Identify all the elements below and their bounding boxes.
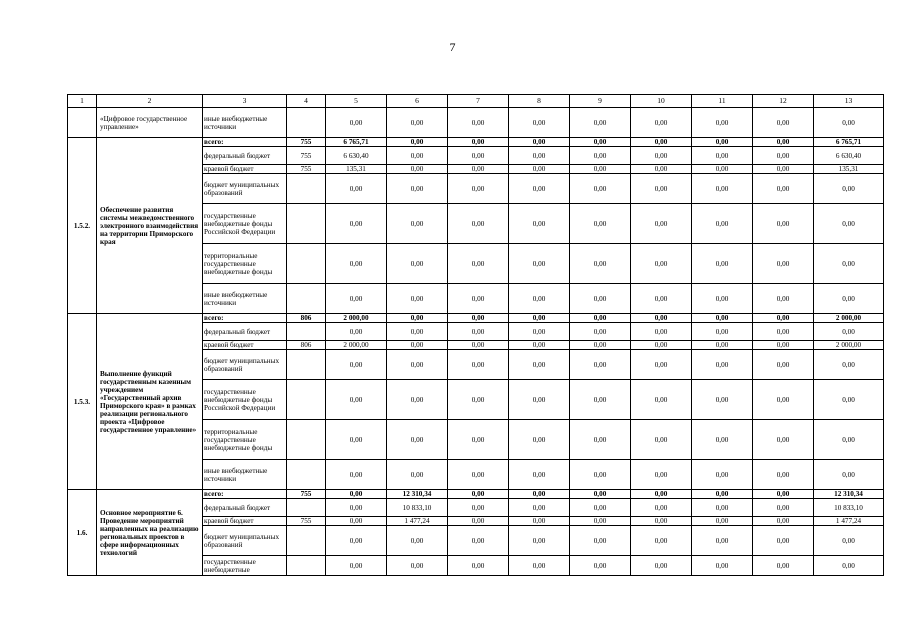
amount-cell: 0,00: [509, 284, 570, 314]
amount-cell: 0,00: [692, 341, 753, 350]
amount-cell: 0,00: [387, 420, 448, 460]
funding-source: краевой бюджет: [203, 341, 287, 350]
grbs-code: 755: [287, 138, 326, 147]
amount-cell: 0,00: [814, 204, 884, 244]
budget-table: [67, 94, 884, 576]
funding-source: краевой бюджет: [203, 517, 287, 526]
amount-cell: 0,00: [509, 108, 570, 138]
amount-cell: 0,00: [631, 420, 692, 460]
amount-cell: 12 310,34: [387, 490, 448, 499]
amount-cell: 0,00: [631, 323, 692, 341]
column-number: 1: [68, 95, 97, 108]
amount-cell: 0,00: [631, 341, 692, 350]
amount-cell: 0,00: [448, 556, 509, 576]
amount-cell: 0,00: [326, 380, 387, 420]
table-row: [68, 108, 884, 138]
amount-cell: 0,00: [448, 380, 509, 420]
amount-cell: 0,00: [448, 138, 509, 147]
grbs-code: 755: [287, 517, 326, 526]
amount-cell: 10 833,10: [814, 499, 884, 517]
funding-source: краевой бюджет: [203, 165, 287, 174]
amount-cell: 0,00: [509, 204, 570, 244]
amount-cell: 0,00: [570, 380, 631, 420]
activity-title: Выполнение функций государственным казенным учреждением «Государственный архив Приморского края» в рамках реализации регионального проекта «Цифровое государственное управление»: [97, 314, 203, 490]
amount-cell: 0,00: [326, 204, 387, 244]
amount-cell: 0,00: [448, 460, 509, 490]
funding-source: федеральный бюджет: [203, 499, 287, 517]
amount-cell: 0,00: [814, 284, 884, 314]
column-number: 10: [631, 95, 692, 108]
amount-cell: 0,00: [448, 490, 509, 499]
amount-cell: 0,00: [570, 174, 631, 204]
amount-cell: 0,00: [387, 460, 448, 490]
column-number: 3: [203, 95, 287, 108]
amount-cell: 0,00: [570, 517, 631, 526]
grbs-code: 806: [287, 314, 326, 323]
amount-cell: 0,00: [631, 517, 692, 526]
column-number: 7: [448, 95, 509, 108]
amount-cell: 0,00: [448, 174, 509, 204]
amount-cell: 0,00: [692, 380, 753, 420]
amount-cell: 0,00: [326, 174, 387, 204]
amount-cell: 0,00: [753, 138, 814, 147]
amount-cell: 0,00: [448, 350, 509, 380]
amount-cell: 0,00: [753, 165, 814, 174]
amount-cell: 135,31: [814, 165, 884, 174]
amount-cell: 0,00: [753, 147, 814, 165]
amount-cell: 0,00: [692, 244, 753, 284]
amount-cell: 0,00: [509, 490, 570, 499]
funding-source: федеральный бюджет: [203, 323, 287, 341]
column-number: 13: [814, 95, 884, 108]
amount-cell: 0,00: [387, 108, 448, 138]
amount-cell: 0,00: [448, 204, 509, 244]
amount-cell: 0,00: [631, 556, 692, 576]
amount-cell: 0,00: [692, 147, 753, 165]
amount-cell: 0,00: [570, 165, 631, 174]
amount-cell: 0,00: [692, 108, 753, 138]
amount-cell: 0,00: [509, 460, 570, 490]
amount-cell: 6 630,40: [326, 147, 387, 165]
amount-cell: 0,00: [570, 138, 631, 147]
grbs-code: [287, 380, 326, 420]
funding-source: федеральный бюджет: [203, 147, 287, 165]
column-number: 11: [692, 95, 753, 108]
amount-cell: 0,00: [753, 314, 814, 323]
amount-cell: 0,00: [326, 350, 387, 380]
amount-cell: 0,00: [570, 108, 631, 138]
amount-cell: 0,00: [753, 350, 814, 380]
amount-cell: 0,00: [753, 460, 814, 490]
amount-cell: 0,00: [570, 244, 631, 284]
amount-cell: 0,00: [326, 526, 387, 556]
amount-cell: 0,00: [692, 350, 753, 380]
amount-cell: 0,00: [631, 499, 692, 517]
amount-cell: 0,00: [692, 314, 753, 323]
amount-cell: 0,00: [387, 350, 448, 380]
amount-cell: 0,00: [448, 244, 509, 284]
amount-cell: 0,00: [570, 341, 631, 350]
amount-cell: 2 000,00: [326, 341, 387, 350]
activity-code: 1.6.: [68, 490, 97, 576]
column-number: 5: [326, 95, 387, 108]
amount-cell: 0,00: [448, 323, 509, 341]
funding-source: бюджет муниципальных образований: [203, 174, 287, 204]
amount-cell: 0,00: [692, 556, 753, 576]
amount-cell: 0,00: [631, 490, 692, 499]
activity-title: Основное мероприятие 6. Проведение мероприятий направленных на реализацию региональных проектов в сфере информационных технологий: [97, 490, 203, 576]
funding-source: государственные внебюджетные фонды Российской Федерации: [203, 204, 287, 244]
funding-source: всего:: [203, 490, 287, 499]
grbs-code: 755: [287, 490, 326, 499]
amount-cell: 0,00: [509, 314, 570, 323]
amount-cell: 0,00: [570, 350, 631, 380]
amount-cell: 0,00: [570, 204, 631, 244]
column-number: 2: [97, 95, 203, 108]
amount-cell: 0,00: [692, 138, 753, 147]
grbs-code: [287, 108, 326, 138]
amount-cell: 0,00: [387, 380, 448, 420]
amount-cell: 0,00: [692, 420, 753, 460]
funding-source: иные внебюджетные источники: [203, 284, 287, 314]
amount-cell: 0,00: [509, 323, 570, 341]
amount-cell: 0,00: [509, 556, 570, 576]
funding-source: всего:: [203, 314, 287, 323]
amount-cell: 0,00: [448, 108, 509, 138]
amount-cell: 0,00: [387, 147, 448, 165]
amount-cell: 12 310,34: [814, 490, 884, 499]
amount-cell: 0,00: [387, 556, 448, 576]
grbs-code: [287, 460, 326, 490]
amount-cell: 0,00: [631, 204, 692, 244]
amount-cell: 6 630,40: [814, 147, 884, 165]
column-number: 8: [509, 95, 570, 108]
amount-cell: 0,00: [326, 460, 387, 490]
amount-cell: 0,00: [448, 517, 509, 526]
amount-cell: 0,00: [509, 499, 570, 517]
activity-code: 1.5.3.: [68, 314, 97, 490]
amount-cell: 0,00: [570, 460, 631, 490]
amount-cell: 0,00: [387, 204, 448, 244]
amount-cell: 0,00: [387, 165, 448, 174]
grbs-code: [287, 284, 326, 314]
amount-cell: 0,00: [387, 138, 448, 147]
amount-cell: 0,00: [448, 341, 509, 350]
amount-cell: 0,00: [570, 420, 631, 460]
amount-cell: 0,00: [753, 526, 814, 556]
funding-source: иные внебюджетные источники: [203, 460, 287, 490]
amount-cell: 0,00: [814, 380, 884, 420]
amount-cell: 0,00: [692, 284, 753, 314]
amount-cell: 0,00: [753, 204, 814, 244]
amount-cell: 0,00: [753, 556, 814, 576]
amount-cell: 0,00: [448, 314, 509, 323]
table-row: [68, 314, 884, 323]
amount-cell: 0,00: [753, 323, 814, 341]
amount-cell: 0,00: [326, 108, 387, 138]
amount-cell: 0,00: [448, 420, 509, 460]
amount-cell: 0,00: [631, 165, 692, 174]
grbs-code: [287, 244, 326, 284]
grbs-code: 755: [287, 165, 326, 174]
amount-cell: 0,00: [509, 165, 570, 174]
table-row: [68, 138, 884, 147]
amount-cell: 0,00: [692, 460, 753, 490]
activity-title: «Цифровое государственное управление»: [97, 108, 203, 138]
column-number: 4: [287, 95, 326, 108]
amount-cell: 1 477,24: [387, 517, 448, 526]
amount-cell: 0,00: [570, 284, 631, 314]
amount-cell: 0,00: [753, 490, 814, 499]
amount-cell: 0,00: [753, 108, 814, 138]
funding-source: всего:: [203, 138, 287, 147]
amount-cell: 0,00: [509, 174, 570, 204]
amount-cell: 0,00: [448, 284, 509, 314]
amount-cell: 0,00: [814, 526, 884, 556]
amount-cell: 0,00: [692, 323, 753, 341]
funding-source: государственные внебюджетные: [203, 556, 287, 576]
amount-cell: 0,00: [570, 314, 631, 323]
amount-cell: 10 833,10: [387, 499, 448, 517]
amount-cell: 0,00: [814, 350, 884, 380]
amount-cell: 0,00: [387, 244, 448, 284]
grbs-code: [287, 526, 326, 556]
amount-cell: 0,00: [326, 556, 387, 576]
amount-cell: 0,00: [509, 350, 570, 380]
funding-source: государственные внебюджетные фонды Российской Федерации: [203, 380, 287, 420]
amount-cell: 0,00: [326, 499, 387, 517]
grbs-code: [287, 420, 326, 460]
grbs-code: [287, 174, 326, 204]
amount-cell: 0,00: [326, 517, 387, 526]
amount-cell: 0,00: [448, 499, 509, 517]
amount-cell: 0,00: [509, 244, 570, 284]
amount-cell: 0,00: [326, 420, 387, 460]
amount-cell: 0,00: [692, 165, 753, 174]
column-number-row: [68, 95, 884, 108]
grbs-code: [287, 556, 326, 576]
amount-cell: 0,00: [814, 420, 884, 460]
funding-source: территориальные государственные внебюджетные фонды: [203, 420, 287, 460]
amount-cell: 0,00: [509, 420, 570, 460]
grbs-code: 806: [287, 341, 326, 350]
amount-cell: 0,00: [692, 517, 753, 526]
amount-cell: 0,00: [753, 341, 814, 350]
amount-cell: 6 765,71: [326, 138, 387, 147]
amount-cell: 2 000,00: [326, 314, 387, 323]
amount-cell: 0,00: [387, 526, 448, 556]
amount-cell: 0,00: [387, 341, 448, 350]
amount-cell: 0,00: [509, 380, 570, 420]
amount-cell: 0,00: [753, 174, 814, 204]
amount-cell: 0,00: [814, 244, 884, 284]
activity-code: 1.5.2.: [68, 138, 97, 314]
amount-cell: 0,00: [753, 380, 814, 420]
amount-cell: 0,00: [631, 138, 692, 147]
amount-cell: 0,00: [631, 460, 692, 490]
amount-cell: 0,00: [631, 147, 692, 165]
grbs-code: 755: [287, 147, 326, 165]
amount-cell: 0,00: [509, 147, 570, 165]
column-number: 12: [753, 95, 814, 108]
amount-cell: 0,00: [448, 165, 509, 174]
amount-cell: 135,31: [326, 165, 387, 174]
amount-cell: 0,00: [509, 341, 570, 350]
amount-cell: 0,00: [387, 323, 448, 341]
activity-code: [68, 108, 97, 138]
amount-cell: 0,00: [570, 499, 631, 517]
amount-cell: 0,00: [387, 174, 448, 204]
grbs-code: [287, 499, 326, 517]
amount-cell: 0,00: [814, 460, 884, 490]
amount-cell: 1 477,24: [814, 517, 884, 526]
amount-cell: 2 000,00: [814, 314, 884, 323]
amount-cell: 0,00: [753, 284, 814, 314]
amount-cell: 0,00: [631, 244, 692, 284]
grbs-code: [287, 323, 326, 341]
grbs-code: [287, 350, 326, 380]
amount-cell: 0,00: [509, 517, 570, 526]
funding-source: иные внебюджетные источники: [203, 108, 287, 138]
amount-cell: 0,00: [570, 556, 631, 576]
amount-cell: 0,00: [448, 526, 509, 556]
activity-title: Обеспечение развития системы межведомственного электронного взаимодействия на территории Приморского края: [97, 138, 203, 314]
amount-cell: 0,00: [387, 284, 448, 314]
grbs-code: [287, 204, 326, 244]
amount-cell: 0,00: [814, 556, 884, 576]
amount-cell: 0,00: [631, 284, 692, 314]
table-body: [68, 95, 884, 576]
amount-cell: 0,00: [631, 108, 692, 138]
amount-cell: 0,00: [509, 138, 570, 147]
amount-cell: 0,00: [814, 174, 884, 204]
amount-cell: 0,00: [814, 323, 884, 341]
amount-cell: 0,00: [570, 147, 631, 165]
amount-cell: 0,00: [326, 323, 387, 341]
amount-cell: 0,00: [326, 284, 387, 314]
column-number: 6: [387, 95, 448, 108]
amount-cell: 0,00: [326, 490, 387, 499]
amount-cell: 0,00: [814, 108, 884, 138]
amount-cell: 0,00: [692, 499, 753, 517]
amount-cell: 0,00: [326, 244, 387, 284]
funding-source: бюджет муниципальных образований: [203, 526, 287, 556]
funding-source: территориальные государственные внебюджетные фонды: [203, 244, 287, 284]
column-number: 9: [570, 95, 631, 108]
amount-cell: 0,00: [631, 314, 692, 323]
amount-cell: 0,00: [631, 174, 692, 204]
amount-cell: 0,00: [570, 490, 631, 499]
amount-cell: 0,00: [631, 526, 692, 556]
amount-cell: 0,00: [692, 204, 753, 244]
table-row: [68, 490, 884, 499]
amount-cell: 6 765,71: [814, 138, 884, 147]
amount-cell: 0,00: [570, 323, 631, 341]
amount-cell: 0,00: [387, 314, 448, 323]
amount-cell: 0,00: [692, 526, 753, 556]
amount-cell: 0,00: [753, 244, 814, 284]
amount-cell: 0,00: [753, 420, 814, 460]
amount-cell: 0,00: [509, 526, 570, 556]
amount-cell: 0,00: [448, 147, 509, 165]
page-number: 7: [449, 40, 456, 54]
amount-cell: 0,00: [753, 499, 814, 517]
amount-cell: 0,00: [631, 350, 692, 380]
amount-cell: 0,00: [631, 380, 692, 420]
amount-cell: 0,00: [692, 174, 753, 204]
amount-cell: 0,00: [570, 526, 631, 556]
amount-cell: 2 000,00: [814, 341, 884, 350]
funding-source: бюджет муниципальных образований: [203, 350, 287, 380]
amount-cell: 0,00: [753, 517, 814, 526]
amount-cell: 0,00: [692, 490, 753, 499]
